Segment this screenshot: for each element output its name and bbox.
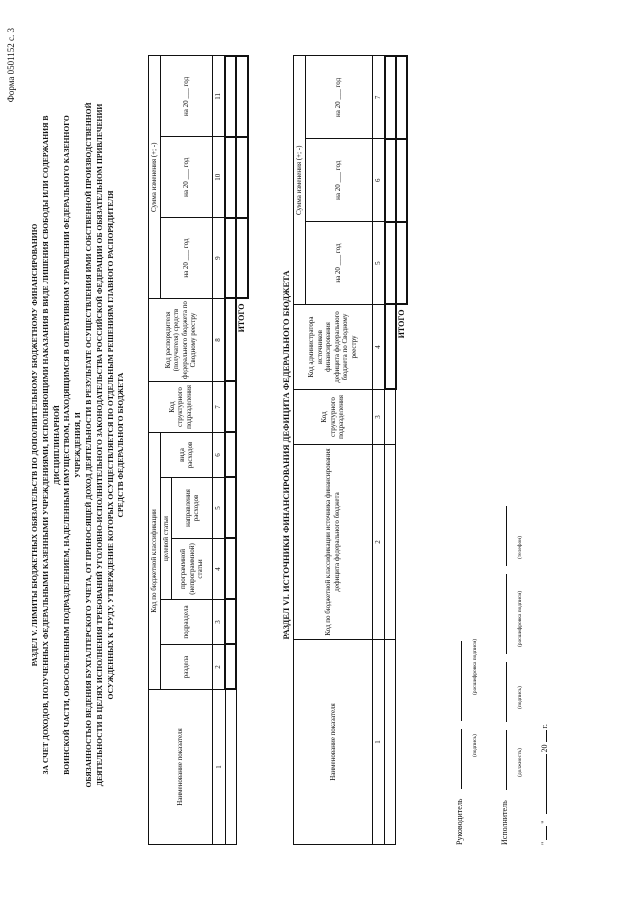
col-number: 2 bbox=[213, 645, 226, 690]
header-year1: на 20 ___ год bbox=[160, 218, 213, 299]
total-cell[interactable] bbox=[396, 139, 408, 222]
header-target-item: целевой статьи bbox=[160, 478, 172, 600]
exec-position-line[interactable] bbox=[506, 730, 507, 790]
data-cell[interactable] bbox=[225, 382, 236, 433]
section5-title-line: СРЕДСТВ ФЕДЕРАЛЬНОГО БЮДЖЕТА bbox=[116, 372, 126, 518]
data-cell[interactable] bbox=[385, 305, 396, 390]
section5-table bbox=[148, 55, 249, 845]
header-distributor-code: Код распорядителя (получателя) средств федерального бюджета по Сводному реестру bbox=[149, 299, 213, 382]
data-cell[interactable] bbox=[385, 445, 396, 640]
col-number: 5 bbox=[213, 478, 226, 539]
header-year3: на 20 ___ год bbox=[160, 56, 213, 137]
section5-title-line: ОСУЖДЕННЫХ К ТРУДУ, УТВЕРЖДЕНИЕ КОТОРЫХ ОСУЩЕСТВЛЯЕТСЯ ПО ОТДЕЛЬНЫМ РЕШЕНИЯМ ГЛАВНОГО РАСПОРЯДИТЕЛЯ bbox=[105, 190, 115, 700]
header-year2: на 20 ___ год bbox=[305, 139, 372, 222]
head-decode-caption: (расшифровка подписи) bbox=[472, 638, 478, 695]
col-number: 1 bbox=[372, 640, 385, 845]
col-number: 8 bbox=[213, 299, 226, 382]
total-cell[interactable] bbox=[396, 222, 408, 305]
section5-title-line: ДЕЯТЕЛЬНОСТИ В ЦЕЛЯХ ИСПОЛНЕНИЯ ТРЕБОВАНИЙ УГОЛОВНО-ИСПОЛНИТЕЛЬНОГО ЗАКОНОДАТЕЛЬСТВА РОССИЙСКОЙ ФЕДЕРАЦИИ ОБ ОБЯЗАТЕЛЬНОМ ПРИВЛЕЧЕНИИ bbox=[94, 103, 104, 787]
total-cell[interactable] bbox=[396, 56, 408, 139]
header-vid: вида расходов bbox=[160, 433, 213, 478]
data-cell[interactable] bbox=[225, 690, 236, 845]
head-sign-line[interactable] bbox=[461, 729, 462, 789]
exec-sign-caption: (подпись) bbox=[517, 686, 523, 709]
col-number: 4 bbox=[372, 305, 385, 390]
date-block bbox=[540, 724, 549, 845]
header-bk-code: Код по бюджетной классификации bbox=[149, 433, 161, 690]
date-day-line[interactable] bbox=[546, 826, 547, 840]
exec-decode-caption: (расшифровка подписи) bbox=[517, 590, 523, 647]
header-change-sum: Сумма изменения (+; -) bbox=[294, 56, 306, 305]
data-cell[interactable] bbox=[225, 478, 236, 539]
data-cell[interactable] bbox=[225, 299, 236, 382]
section5-title-line: РАЗДЕЛ V. ЛИМИТЫ БЮДЖЕТНЫХ ОБЯЗАТЕЛЬСТВ ПО ДОПОЛНИТЕЛЬНОМУ БЮДЖЕТНОМУ ФИНАНСИРОВАНИЮ bbox=[30, 223, 39, 667]
col-number: 4 bbox=[213, 539, 226, 600]
form-code: Форма 0501152 с. 3 bbox=[6, 28, 16, 103]
header-year1: на 20 ___ год bbox=[305, 222, 372, 305]
exec-label: Исполнитель bbox=[500, 800, 509, 845]
col-number: 7 bbox=[213, 382, 226, 433]
col-number: 3 bbox=[213, 600, 226, 645]
head-label: Руководитель bbox=[455, 798, 464, 845]
col-number: 5 bbox=[372, 222, 385, 305]
head-signature-block bbox=[455, 641, 464, 845]
head-decode-line[interactable] bbox=[461, 641, 462, 721]
date-quote-close: " bbox=[540, 820, 549, 824]
section6-table bbox=[293, 55, 408, 845]
section6-title: РАЗДЕЛ VI. ИСТОЧНИКИ ФИНАНСИРОВАНИЯ ДЕФИЦИТА ФЕДЕРАЛЬНОГО БЮДЖЕТА bbox=[281, 270, 291, 640]
total-label: ИТОГО bbox=[237, 303, 246, 333]
total-cell[interactable] bbox=[236, 218, 248, 299]
exec-decode-line[interactable] bbox=[506, 574, 507, 654]
data-cell[interactable] bbox=[385, 640, 396, 845]
header-change-sum: Сумма изменения (+; -) bbox=[149, 56, 161, 299]
data-cell[interactable] bbox=[385, 139, 396, 222]
exec-position-caption: (должность) bbox=[517, 748, 523, 777]
exec-sign-line[interactable] bbox=[506, 662, 507, 722]
header-indicator: Наименование показателя bbox=[149, 690, 213, 845]
header-indicator: Наименование показателя bbox=[294, 640, 373, 845]
section5-title-line: ЗА СЧЕТ ДОХОДОВ, ПОЛУЧЕННЫХ ФЕДЕРАЛЬНЫМИ КАЗЕННЫМИ УЧРЕЖДЕНИЯМИ, ИСПОЛНЯЮЩИМИ НАКАЗАНИЯ В ВИДЕ ЛИШЕНИЯ СВОБОДЫ ИЛИ СОДЕРЖАНИЯ В ДИСЦИПЛИНАРНОЙ bbox=[40, 115, 61, 775]
header-year2: на 20 ___ год bbox=[160, 137, 213, 218]
total-cell[interactable] bbox=[236, 56, 248, 137]
head-sign-caption: (подпись) bbox=[472, 734, 478, 757]
col-number: 11 bbox=[213, 56, 226, 137]
data-cell[interactable] bbox=[385, 56, 396, 139]
col-number: 10 bbox=[213, 137, 226, 218]
exec-signature-block bbox=[500, 506, 509, 845]
data-cell[interactable] bbox=[225, 600, 236, 645]
header-program: программной (непрограммной) статьи bbox=[172, 539, 213, 600]
date-suffix: г. bbox=[540, 724, 549, 729]
data-cell[interactable] bbox=[225, 137, 236, 218]
total-cell[interactable] bbox=[236, 137, 248, 218]
total-label: ИТОГО bbox=[396, 309, 406, 339]
col-number: 7 bbox=[372, 56, 385, 139]
col-number: 6 bbox=[372, 139, 385, 222]
exec-phone-caption: (телефон) bbox=[517, 535, 523, 559]
header-podrazdel: подраздела bbox=[160, 600, 213, 645]
data-cell[interactable] bbox=[225, 56, 236, 137]
section5-title-line: ОБЯЗАННОСТЬЮ ВЕДЕНИЯ БУХГАЛТЕРСКОГО УЧЕТА, ОТ ПРИНОСЯЩЕЙ ДОХОД ДЕЯТЕЛЬНОСТИ В РЕЗУЛЬТАТЕ ОСУЩЕСТВЛЕНИЯ ИМИ СОБСТВЕННОЙ ПРОИЗВОДСТВЕННОЙ bbox=[83, 102, 93, 788]
section5-title bbox=[30, 95, 127, 795]
data-cell[interactable] bbox=[385, 222, 396, 305]
header-razdel: раздела bbox=[160, 645, 213, 690]
data-cell[interactable] bbox=[385, 390, 396, 445]
header-admin-code: Код администратора источников финансирования дефицита федерального бюджета по Сводному реестру bbox=[294, 305, 373, 390]
data-cell[interactable] bbox=[225, 539, 236, 600]
date-month-line[interactable] bbox=[546, 754, 547, 814]
col-number: 3 bbox=[372, 390, 385, 445]
col-number: 1 bbox=[213, 690, 226, 845]
data-cell[interactable] bbox=[225, 218, 236, 299]
date-year-line[interactable] bbox=[546, 730, 547, 742]
col-number: 9 bbox=[213, 218, 226, 299]
data-cell[interactable] bbox=[225, 645, 236, 690]
data-cell[interactable] bbox=[225, 433, 236, 478]
col-number: 2 bbox=[372, 445, 385, 640]
date-year: 20 bbox=[540, 744, 549, 753]
col-number: 6 bbox=[213, 433, 226, 478]
date-quote-open: " bbox=[540, 841, 549, 845]
exec-phone-line[interactable] bbox=[506, 506, 507, 566]
section5-title-line: ВОИНСКОЙ ЧАСТИ, ОБОСОБЛЕННЫМ ПОДРАЗДЕЛЕНИЕМ, НАДЕЛЕННЫМ ИМУЩЕСТВОМ, НАХОДЯЩИМСЯ В ОПЕРАТИВНОМ УПРАВЛЕНИИ ФЕДЕРАЛЬНОГО КАЗЕННОГО УЧРЕЖДЕНИЯ, И bbox=[62, 115, 83, 775]
header-struct-code: Код структурного подразделения bbox=[294, 390, 373, 445]
header-bk-code: Код по бюджетной классификации источника финансирования дефицита федерального бюджета bbox=[294, 445, 373, 640]
header-direction: направления расходов bbox=[172, 478, 213, 539]
header-year3: на 20 ___ год bbox=[305, 56, 372, 139]
header-struct-code: Код структурного подразделения bbox=[149, 382, 213, 433]
